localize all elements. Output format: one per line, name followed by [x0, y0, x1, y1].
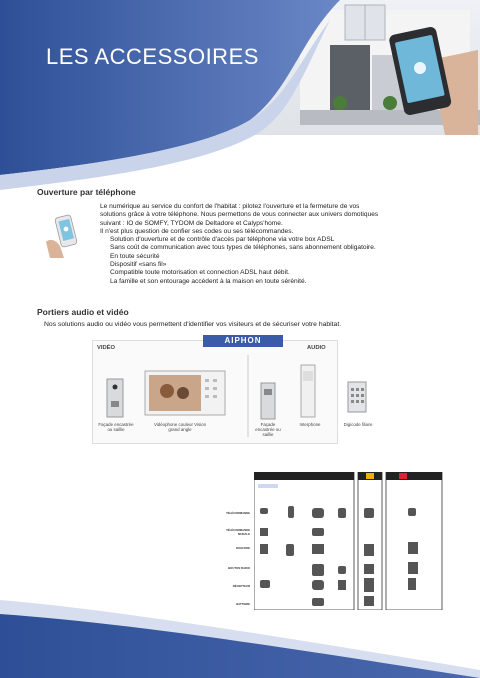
portiers-intro: Nos solutions audio ou vidéo vous permettent d'identifier vos visiteurs et de sécuriser votre habitat. — [44, 321, 342, 328]
row-label: BATTERIE — [236, 602, 250, 606]
row-label: TÉLÉCOMMANDE — [226, 511, 250, 515]
bullet-item: Dispositif «sans fil» — [110, 261, 167, 269]
telephone-paragraph — [100, 203, 456, 286]
caption-facade-video: Façade encastrée ou saillie — [98, 422, 134, 432]
row-label: TÉLÉCOMMANDE MURALE — [226, 528, 250, 536]
row-label: BOUTON RADIO — [228, 566, 250, 570]
brand-badge: AIPHON — [203, 335, 283, 347]
header-banner — [0, 0, 480, 200]
bullet-item: La famille et son entourage accèdent à la maison en toute sérénité. — [110, 277, 307, 285]
row-label: DIGICODE — [236, 546, 250, 550]
digicode-illustration — [346, 380, 368, 414]
section-title-portiers: Portiers audio et vidéo — [37, 307, 129, 317]
footer-swoosh — [0, 590, 480, 678]
bullet-item: Sans coût de communication avec tous types de téléphones, sans abonnement obligatoire. — [110, 244, 376, 252]
bullet-item: Compatible toute motorisation et connection ADSL haut débit. — [110, 269, 290, 277]
row-label: RÉCEPTEUR — [232, 584, 250, 588]
page-title: LES ACCESSOIRES — [46, 44, 259, 69]
intro-line: suivant : IO de SOMFY, TYDOM de Deltadore et Calyps'home. — [100, 219, 283, 227]
bullet-item: Solution d'ouverture et de contrôle d'accès par téléphone via votre box ADSL — [110, 236, 335, 244]
section-title-telephone: Ouverture par téléphone — [37, 187, 136, 197]
caption-digicode: Digicode filaire — [343, 422, 373, 427]
bullet-item: En toute sécurité — [110, 252, 160, 260]
caption-interphone: Interphone — [299, 422, 321, 427]
caption-videophone: Vidéophone couleur Vision grand angle — [153, 422, 207, 432]
audio-label: AUDIO — [307, 345, 326, 351]
intro-line: Il n'est plus question de confier ses codes ou ses télécommandes. — [100, 227, 294, 235]
phone-hand-icon — [44, 212, 84, 262]
video-label: VIDÉO — [97, 345, 116, 351]
intro-line: solutions grâce à votre téléphone. Nous permettons de vous connecter aux univers domotiques — [100, 211, 379, 219]
intro-line: Le numérique au service du confort de l'habitat : pilotez l'ouverture et la fermeture de vos — [100, 203, 360, 210]
caption-facade-audio: Façade encastrée ou saillie — [255, 422, 281, 437]
